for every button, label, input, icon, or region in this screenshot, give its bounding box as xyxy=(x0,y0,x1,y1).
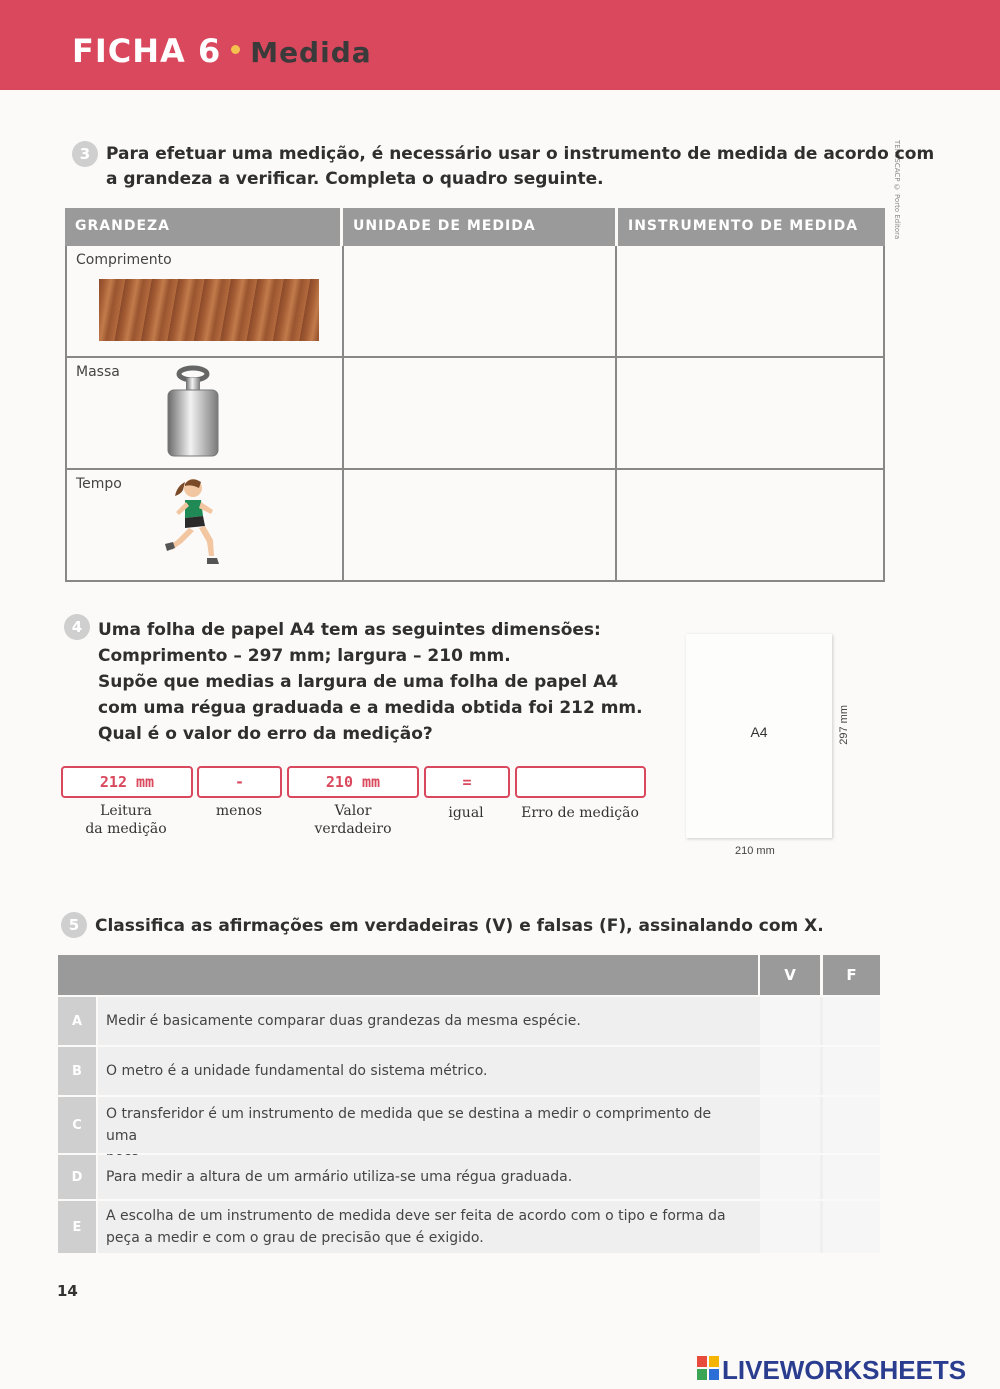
statement-row-d xyxy=(58,1155,880,1199)
page-header xyxy=(0,0,1000,90)
question-5-number: 5 xyxy=(61,912,87,938)
header-unidade: UNIDADE DE MEDIDA xyxy=(343,208,618,246)
answer-v-d[interactable] xyxy=(760,1155,820,1199)
answer-instrument-comprimento[interactable] xyxy=(617,246,883,356)
statement-row-c xyxy=(58,1097,880,1153)
answer-f-a[interactable] xyxy=(823,997,880,1045)
table-row-tempo xyxy=(65,470,885,582)
table-row-massa xyxy=(65,358,885,470)
question-4-line-1: Uma folha de papel A4 tem as seguintes dimensões: xyxy=(98,620,601,640)
statement-text: A escolha de um instrumento de medida deve ser feita de acordo com o tipo e forma da peça a medir e com o grau de precisão que é exigido. xyxy=(106,1208,726,1246)
answer-v-e[interactable] xyxy=(760,1201,820,1253)
true-false-header xyxy=(58,955,880,995)
answer-unit-comprimento[interactable] xyxy=(344,246,618,356)
header-v: V xyxy=(760,955,820,995)
question-3-line-2: a grandeza a verificar. Completa o quadro seguinte. xyxy=(106,169,604,189)
equal-label: igual xyxy=(448,805,484,821)
answer-f-c[interactable] xyxy=(823,1097,880,1153)
sheet-title-main: FICHA 6 xyxy=(72,32,222,70)
answer-instrument-massa[interactable] xyxy=(617,358,883,468)
statement-letter: C xyxy=(58,1097,96,1153)
statement-text: Medir é basicamente comparar duas grandezas da mesma espécie. xyxy=(106,1013,581,1029)
true-value-box: 210 mm xyxy=(287,766,419,798)
side-credit: TEN5SCACP © Porto Editora xyxy=(893,140,901,240)
runner-icon xyxy=(155,474,227,574)
question-5-text: Classifica as afirmações em verdadeiras (V) e falsas (F), assinalando com X. xyxy=(95,916,824,936)
row-label-comprimento: Comprimento xyxy=(76,252,172,268)
table-row-comprimento xyxy=(65,246,885,358)
statement-row-e xyxy=(58,1201,880,1253)
weight-icon xyxy=(162,364,224,460)
a4-label: A4 xyxy=(750,724,768,740)
answer-f-e[interactable] xyxy=(823,1201,880,1253)
answer-f-b[interactable] xyxy=(823,1047,880,1095)
statement-letter: D xyxy=(58,1155,96,1199)
statement-letter: E xyxy=(58,1201,96,1253)
answer-v-b[interactable] xyxy=(760,1047,820,1095)
answer-v-a[interactable] xyxy=(760,997,820,1045)
wood-plank-image xyxy=(99,279,319,341)
true-false-table xyxy=(58,955,880,1253)
answer-instrument-tempo[interactable] xyxy=(617,470,883,580)
question-4-line-3: Supõe que medias a largura de uma folha de papel A4 xyxy=(98,672,619,692)
reading-box: 212 mm xyxy=(61,766,193,798)
brand-wordmark: LIVEWORKSHEETS xyxy=(722,1355,967,1385)
page-number: 14 xyxy=(57,1282,78,1300)
bullet-dot-icon xyxy=(231,45,240,54)
question-4-number: 4 xyxy=(64,614,90,640)
measurement-table xyxy=(65,208,885,582)
row-label-massa: Massa xyxy=(76,364,120,380)
reading-label: Leitura da medição xyxy=(85,803,167,837)
answer-v-c[interactable] xyxy=(760,1097,820,1153)
statement-text: O transferidor é um instrumento de medida que se destina a medir o comprimento de uma xyxy=(106,1106,712,1144)
a4-height-label: 297 mm xyxy=(838,705,850,745)
question-4-line-2: Comprimento – 297 mm; largura – 210 mm. xyxy=(98,646,511,666)
sheet-subtitle: Medida xyxy=(250,36,372,69)
question-3-number: 3 xyxy=(72,141,98,167)
statement-text: O metro é a unidade fundamental do sistema métrico. xyxy=(106,1063,488,1079)
measurement-table-header xyxy=(65,208,885,246)
statement-row-b xyxy=(58,1047,880,1095)
sheet-title xyxy=(72,32,372,70)
a4-width-label: 210 mm xyxy=(735,845,775,857)
question-3-line-1: Para efetuar uma medição, é necessário usar o instrumento de medida de acordo com xyxy=(106,144,935,164)
answer-f-d[interactable] xyxy=(823,1155,880,1199)
header-f: F xyxy=(823,955,880,995)
answer-unit-tempo[interactable] xyxy=(344,470,618,580)
minus-box: - xyxy=(197,766,282,798)
statement-letter: B xyxy=(58,1047,96,1095)
header-instrumento: INSTRUMENTO DE MEDIDA xyxy=(628,218,859,234)
minus-label: menos xyxy=(215,803,263,819)
error-label: Erro de medição xyxy=(521,805,639,821)
question-4-line-5: Qual é o valor do erro da medição? xyxy=(98,724,433,744)
row-label-tempo: Tempo xyxy=(76,476,122,492)
question-4-text xyxy=(98,617,643,747)
error-answer-input[interactable] xyxy=(515,766,646,798)
a4-sheet-illustration xyxy=(686,634,832,838)
answer-unit-massa[interactable] xyxy=(344,358,618,468)
question-4-line-4: com uma régua graduada e a medida obtida foi 212 mm. xyxy=(98,698,643,718)
true-value-label: Valor verdadeiro xyxy=(314,803,392,837)
statement-letter: A xyxy=(58,997,96,1045)
statement-row-a xyxy=(58,997,880,1045)
header-grandeza: GRANDEZA xyxy=(65,208,343,246)
question-3-text xyxy=(106,142,934,192)
statement-text: Para medir a altura de um armário utiliza-se uma régua graduada. xyxy=(106,1169,573,1185)
equal-box: = xyxy=(424,766,510,798)
liveworksheets-logo-icon xyxy=(697,1356,719,1380)
